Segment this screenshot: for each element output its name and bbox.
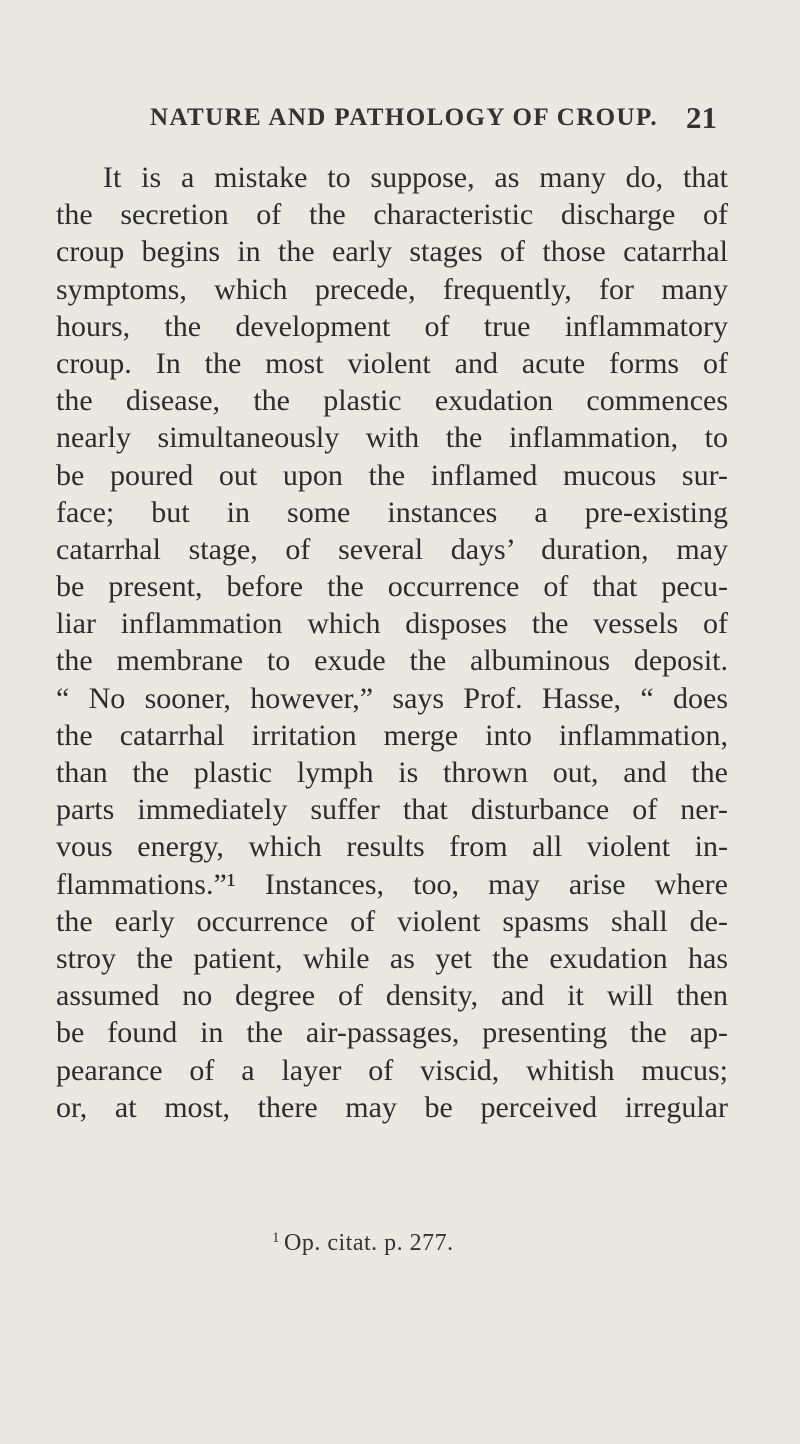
text-line: face; but in some instances a pre-existing bbox=[56, 495, 728, 529]
text-line: the disease, the plastic exudation commences bbox=[56, 384, 728, 418]
text-line: be poured out upon the inflamed mucous sur- bbox=[56, 458, 728, 492]
text-line: nearly simultaneously with the inflammation, to bbox=[56, 421, 728, 455]
page-number: 21 bbox=[686, 100, 717, 135]
footnote bbox=[272, 1230, 454, 1257]
text-line: catarrhal stage, of several days’ duration, may bbox=[56, 532, 728, 566]
text-line: croup begins in the early stages of those catarrhal bbox=[56, 235, 728, 269]
page-header bbox=[0, 100, 800, 144]
text-line: It is a mistake to suppose, as many do, that bbox=[103, 161, 728, 194]
text-line: or, at most, there may be perceived irregular bbox=[56, 1090, 728, 1124]
footnote-marker: 1 bbox=[272, 1230, 280, 1246]
text-line: symptoms, which precede, frequently, for many bbox=[56, 272, 728, 306]
text-line: than the plastic lymph is thrown out, and the bbox=[56, 756, 728, 789]
text-line: assumed no degree of density, and it will then bbox=[56, 979, 728, 1013]
text-line: the catarrhal irritation merge into inflammation, bbox=[56, 718, 728, 752]
text-line: the early occurrence of violent spasms shall de- bbox=[56, 904, 728, 938]
body-text bbox=[56, 159, 728, 1126]
text-line: the secretion of the characteristic discharge of bbox=[56, 198, 728, 232]
text-line: parts immediately suffer that disturbance of ner- bbox=[56, 793, 728, 827]
text-line: hours, the development of true inflammatory bbox=[56, 309, 728, 343]
text-line: be present, before the occurrence of that pecu- bbox=[56, 570, 728, 604]
running-head: NATURE AND PATHOLOGY OF CROUP. bbox=[150, 104, 658, 131]
footnote-text: Op. citat. p. 277. bbox=[284, 1230, 454, 1256]
text-line: vous energy, which results from all violent in- bbox=[56, 830, 728, 864]
text-line: croup. In the most violent and acute forms of bbox=[56, 346, 728, 380]
text-line: liar inflammation which disposes the vessels of bbox=[56, 607, 728, 641]
text-line: flammations.”¹ Instances, too, may arise where bbox=[56, 867, 728, 901]
text-line: stroy the patient, while as yet the exudation has bbox=[56, 941, 728, 975]
text-line: pearance of a layer of viscid, whitish mucus; bbox=[56, 1053, 728, 1087]
text-line: be found in the air-passages, presenting the ap- bbox=[56, 1016, 728, 1050]
text-line: “ No sooner, however,” says Prof. Hasse, “ does bbox=[56, 681, 728, 715]
text-line: the membrane to exude the albuminous deposit. bbox=[56, 644, 728, 678]
